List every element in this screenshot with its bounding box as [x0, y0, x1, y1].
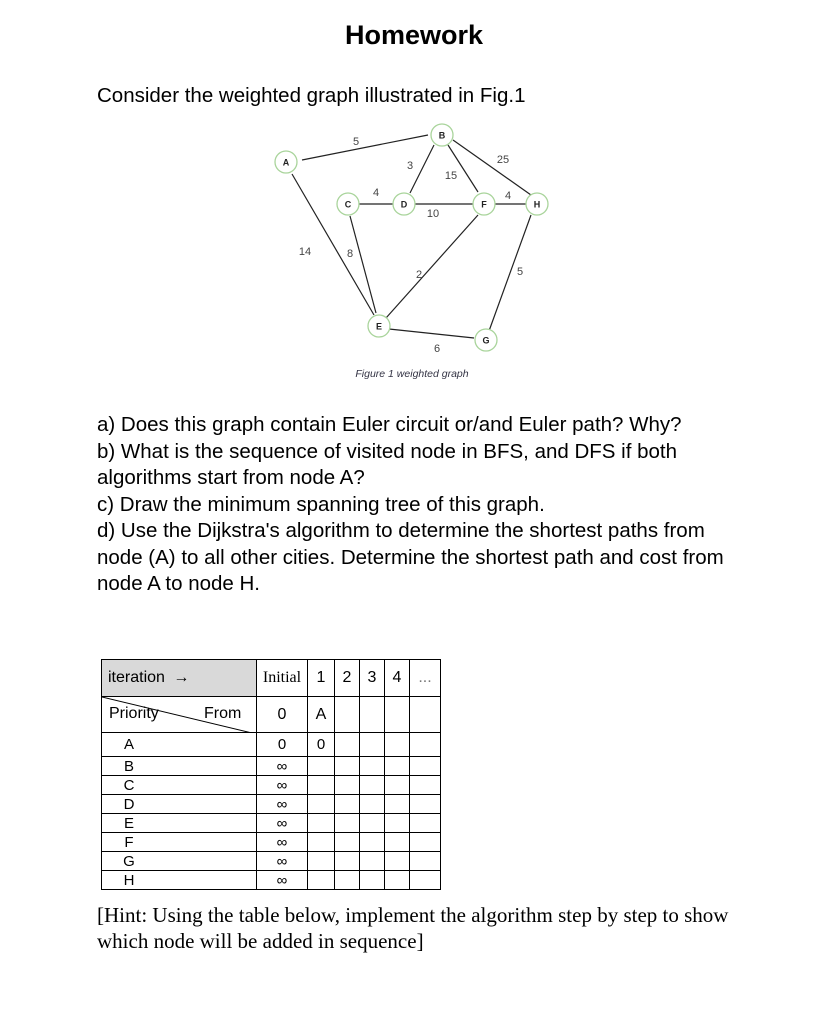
distance-cell	[335, 733, 360, 757]
weight-f-h: 4	[504, 190, 512, 202]
node-f-label: F	[481, 199, 487, 210]
distance-cell	[385, 757, 410, 776]
node-label-cell: H	[102, 871, 257, 890]
col-header-more: ...	[410, 660, 441, 697]
distance-cell	[360, 795, 385, 814]
weight-b-d: 3	[406, 160, 414, 172]
distance-cell	[410, 833, 441, 852]
table-row	[102, 871, 441, 890]
node-b-label: B	[438, 130, 446, 141]
weight-c-d: 4	[372, 187, 380, 199]
figure-caption: Figure 1 weighted graph	[355, 368, 469, 380]
distance-cell	[410, 757, 441, 776]
node-d-label: D	[400, 199, 408, 210]
table-header-row	[102, 660, 441, 697]
node-e-label: E	[375, 321, 383, 332]
col-header-initial: Initial	[257, 660, 308, 697]
distance-cell	[360, 833, 385, 852]
edge-c-e	[350, 216, 376, 313]
weight-e-g: 6	[433, 343, 441, 355]
right-arrow-icon: →	[173, 669, 190, 686]
edge-b-f	[448, 145, 478, 192]
dijkstra-table	[101, 659, 441, 890]
distance-cell	[308, 852, 335, 871]
distance-cell	[308, 795, 335, 814]
intro-text: Consider the weighted graph illustrated in Fig.1	[97, 84, 526, 107]
weight-c-e: 8	[346, 248, 354, 260]
distance-cell	[385, 733, 410, 757]
from-cell: 0	[257, 697, 308, 733]
node-g-label: G	[482, 335, 490, 346]
distance-cell	[385, 833, 410, 852]
iteration-label: iteration	[108, 669, 165, 686]
distance-cell	[335, 776, 360, 795]
distance-cell: ∞	[257, 852, 308, 871]
distance-cell	[385, 871, 410, 890]
col-header-1: 1	[308, 660, 335, 697]
distance-cell	[410, 733, 441, 757]
distance-cell	[410, 852, 441, 871]
distance-cell: ∞	[257, 757, 308, 776]
distance-cell	[335, 852, 360, 871]
weight-a-b: 5	[352, 136, 360, 148]
node-rows	[102, 733, 441, 890]
distance-cell	[335, 833, 360, 852]
distance-cell	[360, 733, 385, 757]
from-row	[102, 697, 441, 733]
distance-cell	[308, 776, 335, 795]
distance-cell: 0	[257, 733, 308, 757]
distance-cell	[360, 852, 385, 871]
distance-cell	[385, 814, 410, 833]
col-header-2: 2	[335, 660, 360, 697]
table-row	[102, 814, 441, 833]
distance-cell	[385, 776, 410, 795]
from-cell	[385, 697, 410, 733]
table-row	[102, 795, 441, 814]
distance-cell	[335, 871, 360, 890]
distance-cell	[410, 814, 441, 833]
question-a: a) Does this graph contain Euler circuit or/and Euler path? Why?	[97, 413, 682, 436]
edge-a-b	[302, 135, 428, 160]
question-c: c) Draw the minimum spanning tree of this graph.	[97, 492, 545, 516]
node-c-label: C	[344, 199, 352, 210]
weight-d-f: 10	[426, 208, 440, 220]
edge-f-e	[386, 215, 478, 318]
distance-cell	[308, 814, 335, 833]
node-label-cell: D	[102, 795, 257, 814]
distance-cell: ∞	[257, 795, 308, 814]
edge-e-g	[389, 329, 474, 338]
distance-cell	[308, 757, 335, 776]
col-header-3: 3	[360, 660, 385, 697]
from-cell: A	[308, 697, 335, 733]
distance-cell	[360, 871, 385, 890]
from-cell	[410, 697, 441, 733]
question-d: d) Use the Dijkstra's algorithm to determine the shortest paths from node (A) to all other cities. Determine the shortest path and cost from node A to node H.	[97, 519, 724, 595]
page-title: Homework	[344, 20, 484, 50]
questions	[97, 412, 747, 598]
distance-cell	[410, 871, 441, 890]
node-label-cell: F	[102, 833, 257, 852]
table-row	[102, 852, 441, 871]
node-label-cell: E	[102, 814, 257, 833]
from-label: From	[204, 705, 242, 722]
distance-cell	[385, 852, 410, 871]
distance-cell	[410, 795, 441, 814]
node-label-cell: A	[102, 733, 257, 757]
node-a-label: A	[282, 157, 290, 168]
priority-label: Priority	[109, 705, 159, 722]
from-cell	[360, 697, 385, 733]
distance-cell	[360, 814, 385, 833]
distance-cell: ∞	[257, 871, 308, 890]
table-row	[102, 757, 441, 776]
distance-cell	[335, 757, 360, 776]
weight-b-f: 15	[444, 170, 458, 182]
weight-a-e: 14	[298, 246, 312, 258]
edge-b-h	[453, 140, 531, 195]
distance-cell: ∞	[257, 814, 308, 833]
hint-text: [Hint: Using the table below, implement the algorithm step by step to show which node will be added in sequence]	[97, 903, 729, 953]
weight-f-e: 2	[415, 269, 423, 281]
iteration-header	[102, 660, 257, 697]
distance-cell	[360, 757, 385, 776]
node-label-cell: G	[102, 852, 257, 871]
distance-cell	[308, 871, 335, 890]
distance-cell	[335, 795, 360, 814]
edge-g-h	[489, 215, 531, 331]
table-row	[102, 733, 441, 757]
distance-cell	[335, 814, 360, 833]
distance-cell: ∞	[257, 776, 308, 795]
priority-from-cell	[102, 697, 257, 733]
node-label-cell: B	[102, 757, 257, 776]
weight-b-h: 25	[496, 154, 510, 166]
weight-g-h: 5	[516, 266, 524, 278]
edge-b-d	[410, 145, 434, 193]
table-row	[102, 776, 441, 795]
distance-cell: 0	[308, 733, 335, 757]
distance-cell: ∞	[257, 833, 308, 852]
distance-cell	[360, 776, 385, 795]
weighted-graph-figure	[256, 120, 576, 390]
edge-a-e	[292, 174, 374, 315]
col-header-4: 4	[385, 660, 410, 697]
node-h-label: H	[533, 199, 541, 210]
distance-cell	[385, 795, 410, 814]
distance-cell	[308, 833, 335, 852]
question-b: b) What is the sequence of visited node in BFS, and DFS if both algorithms start from node A?	[97, 439, 678, 489]
node-label-cell: C	[102, 776, 257, 795]
table-row	[102, 833, 441, 852]
from-cell	[335, 697, 360, 733]
distance-cell	[410, 776, 441, 795]
